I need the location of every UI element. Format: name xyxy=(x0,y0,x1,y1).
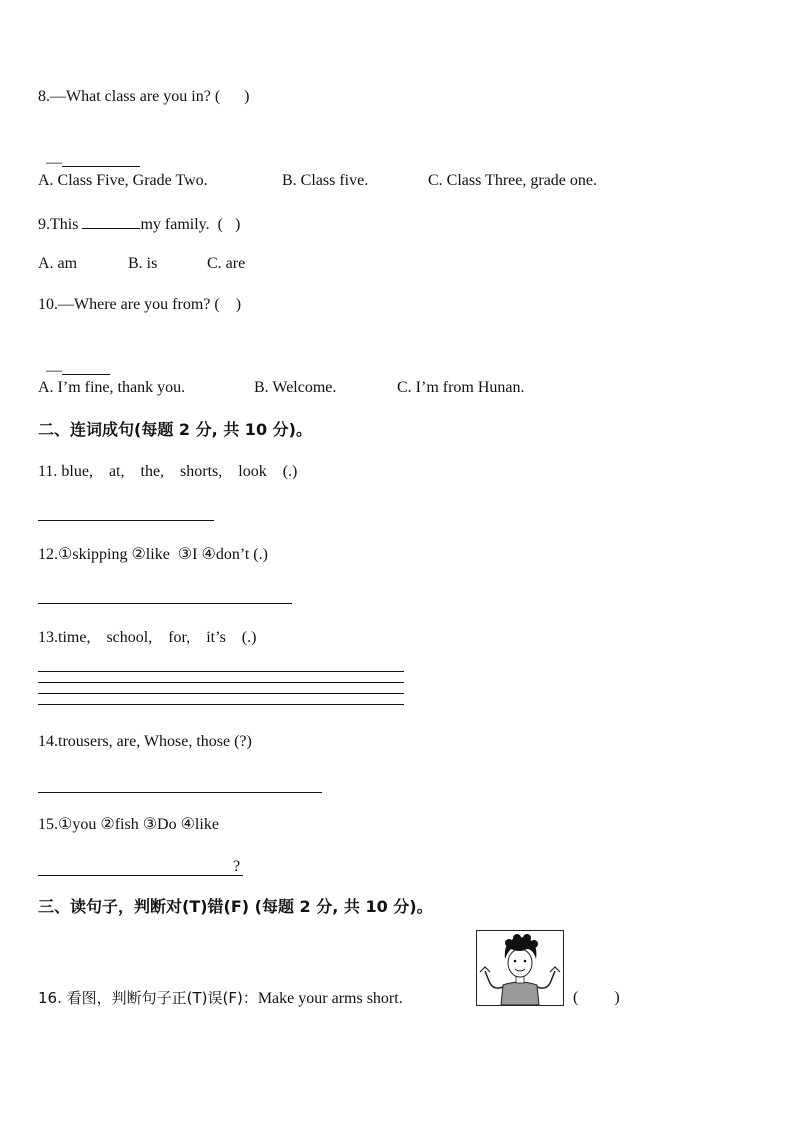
question-8-option-b[interactable]: B. Class five. xyxy=(282,172,369,189)
question-9-stem xyxy=(38,212,240,235)
question-8-stem: 8.—What class are you in? ( ) xyxy=(38,88,250,105)
answer-blank[interactable] xyxy=(62,358,110,375)
question-9-pre: 9.This xyxy=(38,216,83,233)
question-14-stem: 14.trousers, are, Whose, those (?) xyxy=(38,733,252,750)
question-8-answer-line xyxy=(38,130,140,173)
question-13-answer-line-1[interactable] xyxy=(38,671,404,672)
question-10-stem: 10.—Where are you from? ( ) xyxy=(38,296,242,313)
question-13-stem: 13.time, school, for, it’s (.) xyxy=(38,629,257,646)
answer-dash: — xyxy=(46,154,62,171)
question-9-option-b[interactable]: B. is xyxy=(128,255,158,272)
question-16-english: Make your arms short. xyxy=(257,990,403,1007)
boy-shrugging-picture xyxy=(476,930,564,1006)
question-16-chinese: 16. 看图，判断句子正(T)误(F)： xyxy=(38,989,258,1007)
question-9-post: my family. ( ) xyxy=(140,216,241,233)
question-12-answer-line[interactable] xyxy=(38,603,292,604)
answer-dash: — xyxy=(46,362,62,379)
question-10-option-a[interactable]: A. I’m fine, thank you. xyxy=(38,379,186,396)
question-8-option-c[interactable]: C. Class Three, grade one. xyxy=(428,172,597,189)
section-3-heading: 三、读句子，判断对(T)错(F) (每题 2 分, 共 10 分)。 xyxy=(38,897,433,916)
section-2-heading: 二、连词成句(每题 2 分, 共 10 分)。 xyxy=(38,420,312,439)
question-13-answer-line-3[interactable] xyxy=(38,693,404,694)
question-16-stem xyxy=(38,988,403,1009)
question-9-blank[interactable] xyxy=(82,212,140,229)
question-15-stem: 15.①you ②fish ③Do ④like xyxy=(38,816,219,833)
question-9-option-c[interactable]: C. are xyxy=(207,255,246,272)
question-10-option-c[interactable]: C. I’m from Hunan. xyxy=(397,379,525,396)
answer-blank[interactable] xyxy=(62,150,140,167)
question-15-question-mark: ? xyxy=(233,858,241,875)
question-10-answer-line xyxy=(38,338,110,381)
question-11-answer-line[interactable] xyxy=(38,520,214,521)
boy-shrugging-icon xyxy=(477,931,563,1005)
question-16-answer-parentheses[interactable]: ( ) xyxy=(573,989,620,1006)
question-9-option-a[interactable]: A. am xyxy=(38,255,78,272)
question-14-answer-line[interactable] xyxy=(38,792,322,793)
question-13-answer-line-4[interactable] xyxy=(38,704,404,705)
question-15-answer-line[interactable] xyxy=(38,875,243,876)
question-8-option-a[interactable]: A. Class Five, Grade Two. xyxy=(38,172,208,189)
question-12-stem: 12.①skipping ②like ③I ④don’t (.) xyxy=(38,546,268,563)
question-10-option-b[interactable]: B. Welcome. xyxy=(254,379,337,396)
question-11-stem: 11. blue, at, the, shorts, look (.) xyxy=(38,463,298,480)
question-13-answer-line-2[interactable] xyxy=(38,682,404,683)
